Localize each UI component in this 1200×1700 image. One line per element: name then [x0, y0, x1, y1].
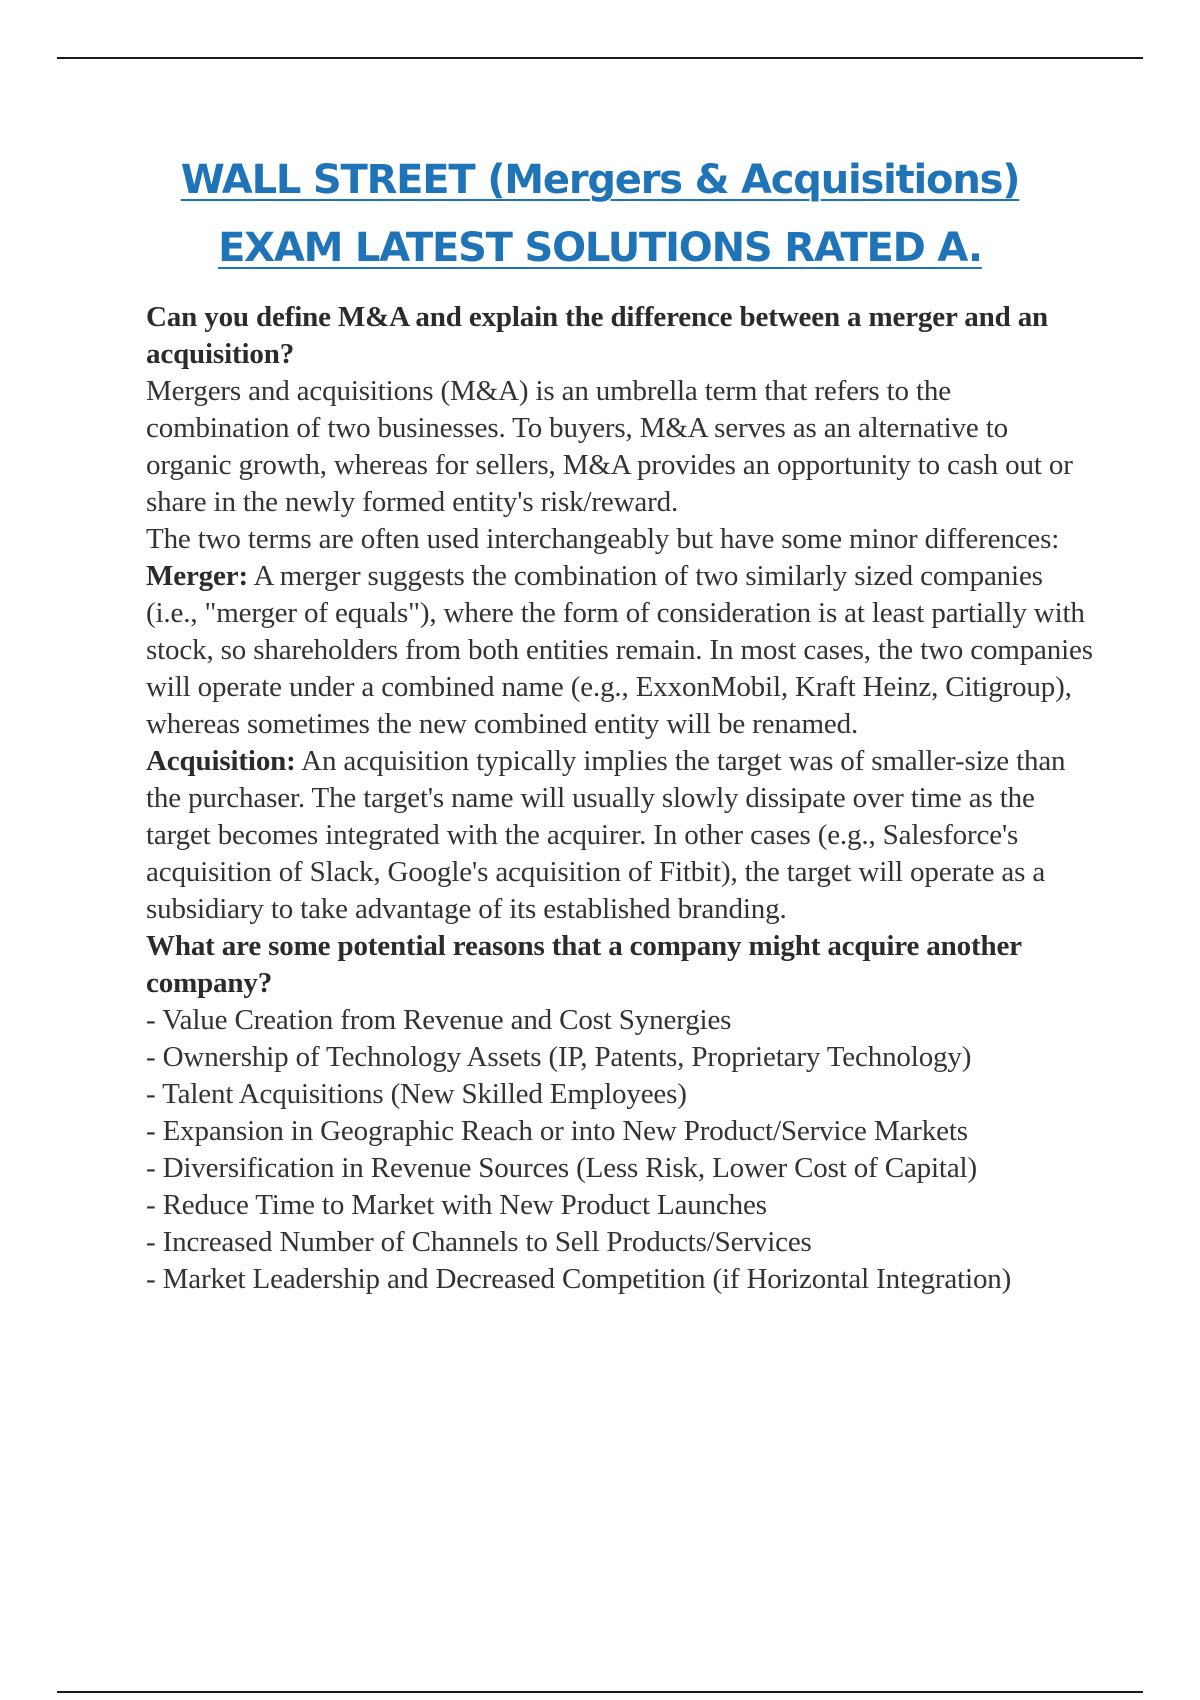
- list-item: - Diversification in Revenue Sources (Less Risk, Lower Cost of Capital): [146, 1152, 977, 1184]
- question-1: Can you define M&A and explain the difference between a merger and an acquisition?: [146, 301, 1049, 370]
- document-body: [146, 299, 1096, 1298]
- acquisition-paragraph: [146, 743, 1096, 928]
- title-line-1: WALL STREET (Mergers & Acquisitions): [180, 157, 1020, 203]
- list-item: - Expansion in Geographic Reach or into New Product/Service Markets: [146, 1115, 968, 1147]
- merger-definition: A merger suggests the combination of two similarly sized companies (i.e., "merger of equals"), where the form of consideration is at least partially with stock, so shareholders from both entities remain. In most cases, the two companies will operate under a combined name (e.g., ExxonMobil, Kraft Heinz, Citigroup), whereas sometimes the new combined entity will be renamed.: [146, 560, 1093, 740]
- footer-rule: [57, 1691, 1143, 1693]
- list-item: - Increased Number of Channels to Sell Products/Services: [146, 1226, 812, 1258]
- header-rule: [57, 57, 1143, 59]
- acquisition-term: Acquisition:: [146, 745, 296, 777]
- merger-paragraph: [146, 558, 1096, 743]
- list-item: - Reduce Time to Market with New Product Launches: [146, 1189, 767, 1221]
- answer-note: The two terms are often used interchangeably but have some minor differences:: [146, 523, 1060, 555]
- merger-term: Merger:: [146, 560, 248, 592]
- acquisition-definition: An acquisition typically implies the target was of smaller-size than the purchaser. The target's name will usually slowly dissipate over time as the target becomes integrated with the acquirer. In other cases (e.g., Salesforce's acquisition of Slack, Google's acquisition of Fitbit), the target will operate as a subsidiary to take advantage of its established branding.: [146, 745, 1066, 925]
- title-line-2: EXAM LATEST SOLUTIONS RATED A.: [218, 225, 982, 271]
- list-item: - Market Leadership and Decreased Competition (if Horizontal Integration): [146, 1263, 1012, 1295]
- list-item: - Value Creation from Revenue and Cost Synergies: [146, 1004, 732, 1036]
- list-item: - Talent Acquisitions (New Skilled Employees): [146, 1078, 687, 1110]
- answer-intro: Mergers and acquisitions (M&A) is an umbrella term that refers to the combination of two businesses. To buyers, M&A serves as an alternative to organic growth, whereas for sellers, M&A provides an opportunity to cash out or share in the newly formed entity's risk/reward.: [146, 375, 1073, 518]
- reasons-list: [146, 1002, 1096, 1298]
- list-item: - Ownership of Technology Assets (IP, Patents, Proprietary Technology): [146, 1041, 972, 1073]
- document-title: [57, 146, 1143, 282]
- question-2: What are some potential reasons that a company might acquire another company?: [146, 930, 1022, 999]
